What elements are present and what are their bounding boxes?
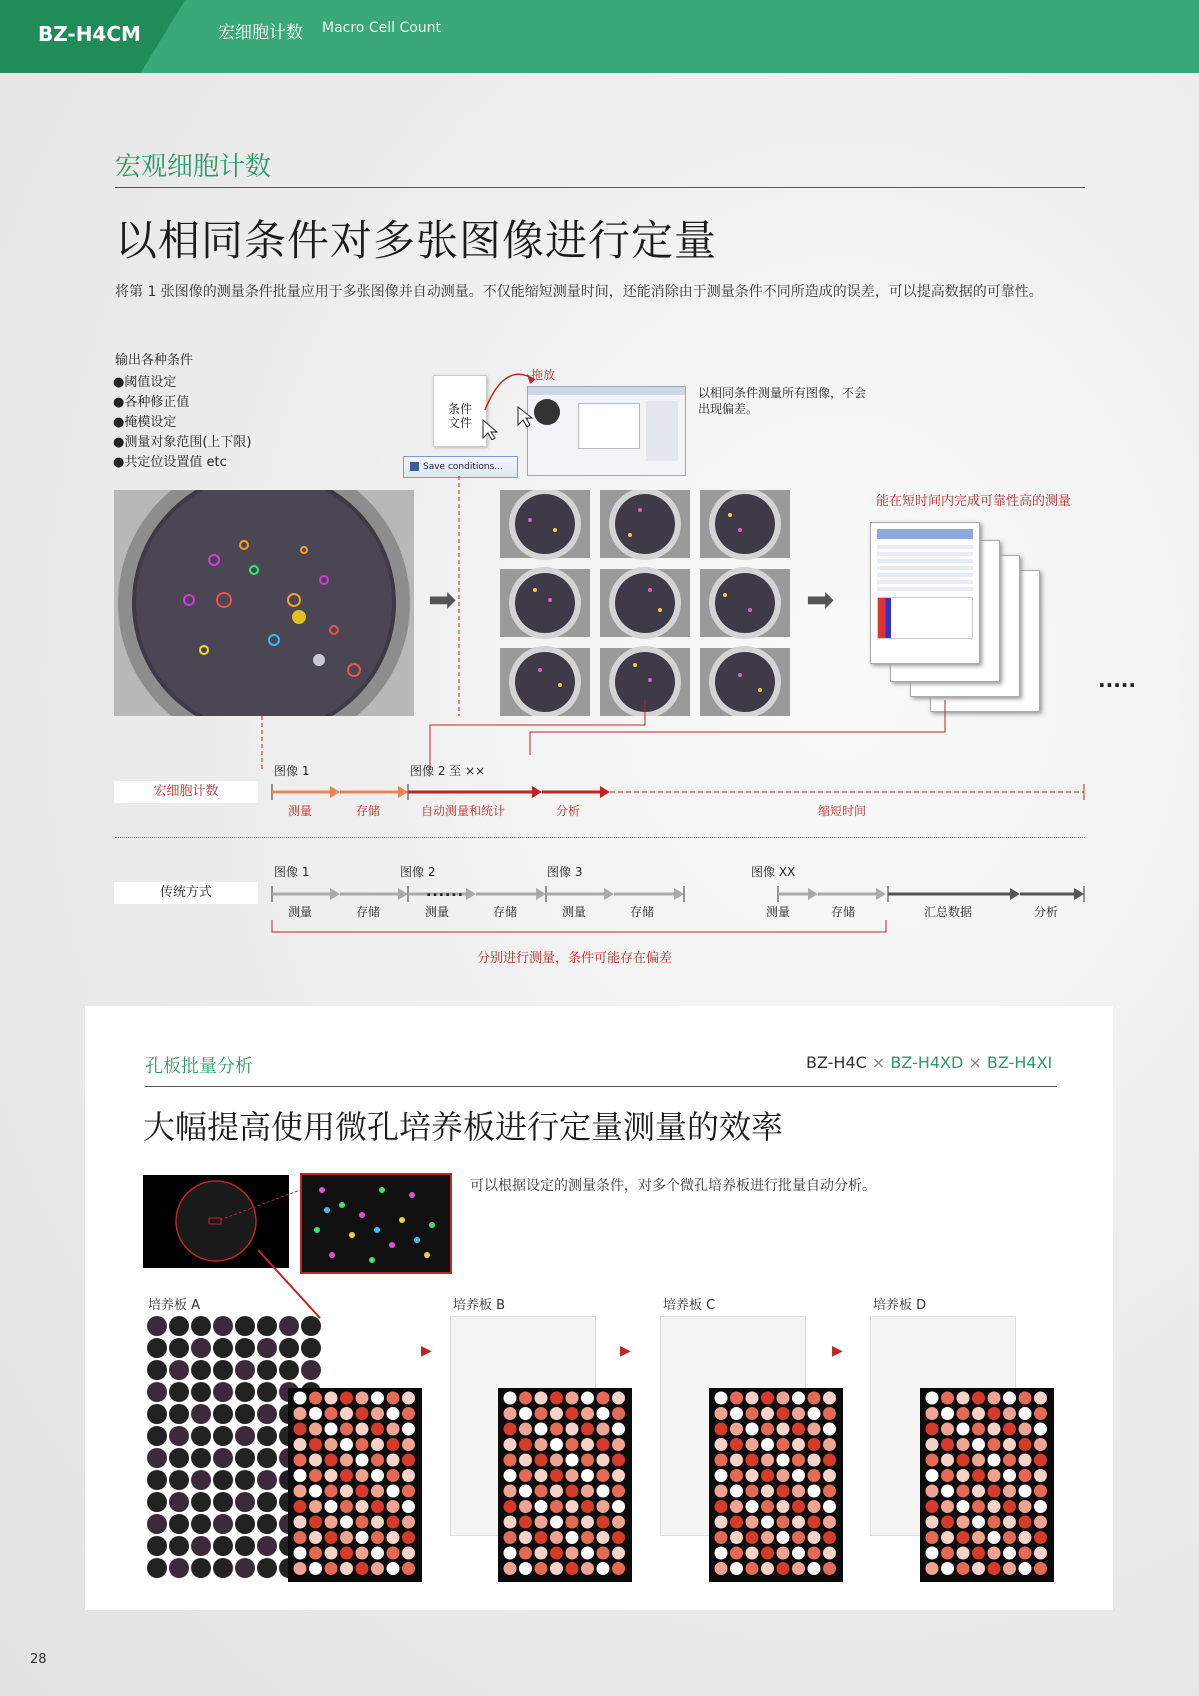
plate-d-heatmap [920, 1388, 1054, 1582]
header-title: 宏细胞计数 [218, 23, 303, 43]
drag-label: 拖放 [531, 368, 556, 382]
macro-step-analyze: 分析 [556, 804, 581, 818]
model-name: BZ-H4XI [986, 1053, 1053, 1072]
panel-headline: 大幅提高使用微孔培养板进行定量测量的效率 [143, 1108, 784, 1146]
more-ellipsis: ..... [1098, 668, 1136, 692]
trad-img3: 图像 3 [547, 865, 583, 879]
cell-dish-image [114, 490, 414, 716]
macro-timeline-bar [270, 780, 1090, 804]
flow-arrow-icon: ➡ [806, 580, 835, 620]
software-window [527, 386, 686, 476]
panel-models [806, 1053, 1052, 1072]
trad-step: 存储 [831, 905, 856, 919]
panel-section-title: 孔板批量分析 [145, 1056, 253, 1077]
timeline-divider [115, 837, 1085, 838]
timeline-connectors [0, 700, 1199, 790]
dashed-connector [456, 476, 462, 716]
section-title: 宏观细胞计数 [115, 152, 272, 182]
trad-img1: 图像 1 [274, 865, 310, 879]
macro-step-auto: 自动测量和统计 [421, 804, 506, 818]
save-icon [410, 462, 419, 471]
plate-c-heatmap [709, 1388, 843, 1582]
report-page [870, 522, 980, 664]
timeline-label-macro: 宏细胞计数 [114, 781, 258, 803]
model-separator: × [871, 1053, 886, 1072]
play-arrow-icon: ▶ [421, 1343, 432, 1359]
play-arrow-icon: ▶ [832, 1343, 843, 1359]
save-button-label: Save conditions... [423, 462, 503, 472]
intro-paragraph: 将第 1 张图像的测量条件批量应用于多张图像并自动测量。不仅能缩短测量时间，还能消除由于测量条件不同所造成的误差，可以提高数据的可靠性。 [115, 284, 1043, 300]
timeline-img1: 图像 1 [274, 764, 310, 778]
trad-step: 测量 [288, 905, 313, 919]
trad-step: 测量 [425, 905, 450, 919]
list-item: ● 各种修正值 [113, 393, 252, 413]
trad-bracket [270, 920, 890, 936]
trad-img2: 图像 2 [400, 865, 436, 879]
timeline-img2: 图像 2 至 ×× [410, 764, 486, 778]
file-label: 条件 文件 [447, 402, 472, 430]
plate-label-d: 培养板 D [873, 1298, 927, 1313]
list-item: ● 测量对象范围(上下限) [113, 433, 252, 453]
flow-arrow-icon: ➡ [428, 580, 457, 620]
timeline-label-traditional: 传统方式 [114, 882, 258, 904]
panel-paragraph: 可以根据设定的测量条件，对多个微孔培养板进行批量自动分析。 [470, 1178, 876, 1194]
plate-label-c: 培养板 C [663, 1298, 716, 1313]
header-bar [0, 0, 1199, 73]
trad-ellipsis: ...... [426, 884, 464, 900]
header-subtitle: Macro Cell Count [322, 20, 442, 36]
model-separator: × [968, 1053, 982, 1072]
trad-imgxx: 图像 XX [751, 865, 796, 879]
trad-step: 存储 [493, 905, 518, 919]
page-headline: 以相同条件对多张图像进行定量 [115, 216, 718, 265]
reliable-note: 能在短时间内完成可靠性高的测量 [876, 494, 1072, 509]
trad-step: 存储 [356, 905, 381, 919]
thumbnail-grid [500, 490, 792, 716]
play-arrow-icon: ▶ [620, 1343, 631, 1359]
list-item: ● 掩模设定 [113, 413, 252, 433]
page-number: 28 [30, 1652, 47, 1667]
trad-step: 测量 [562, 905, 587, 919]
section-divider [115, 187, 1085, 188]
trad-step: 测量 [766, 905, 791, 919]
panel-divider [145, 1086, 1057, 1087]
trad-note: 分别进行测量，条件可能存在偏差 [477, 951, 673, 966]
model-name: BZ-H4CM [38, 22, 141, 46]
save-conditions-button[interactable] [403, 456, 518, 478]
trad-step-analyze: 分析 [1034, 905, 1059, 919]
uniform-note: 以相同条件测量所有图像，不会出现偏差。 [698, 386, 867, 416]
macro-step-measure: 测量 [288, 804, 313, 818]
conditions-heading: 输出各种条件 [115, 353, 194, 368]
plate-label-a: 培养板 A [148, 1298, 201, 1313]
list-item: ● 共定位设置值 etc [113, 453, 252, 473]
model-name: BZ-H4C [806, 1053, 867, 1072]
conditions-list [113, 373, 252, 473]
macro-step-store: 存储 [356, 804, 381, 818]
macro-step-shortened: 缩短时间 [818, 804, 867, 818]
zoom-connector [220, 1190, 330, 1330]
plate-label-b: 培养板 B [453, 1298, 506, 1313]
plate-a-heatmap [288, 1388, 422, 1582]
list-item: ● 阈值设定 [113, 373, 252, 393]
trad-step: 存储 [630, 905, 655, 919]
plate-b-heatmap [498, 1388, 632, 1582]
trad-step-summary: 汇总数据 [924, 905, 973, 919]
model-name: BZ-H4XD [890, 1053, 964, 1072]
